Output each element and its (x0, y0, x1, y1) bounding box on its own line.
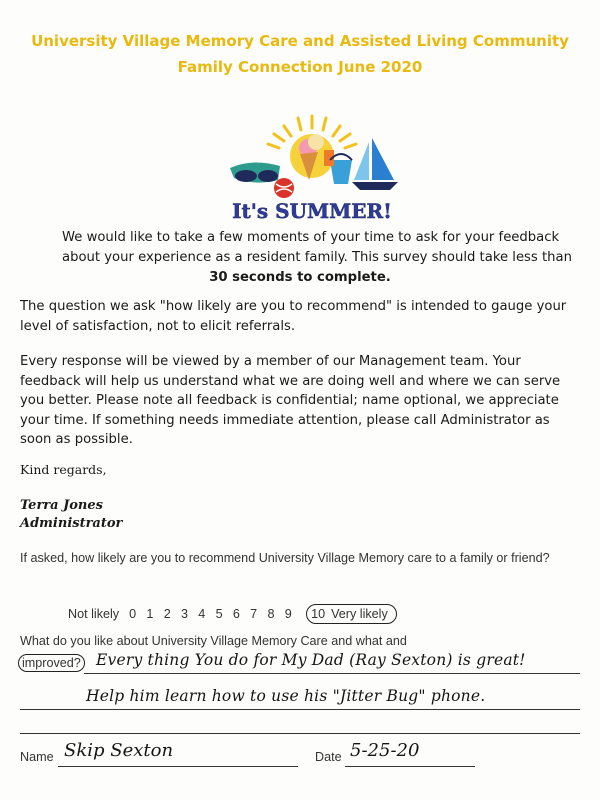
purpose-paragraph: The question we ask "how likely are you to recommend" is intended to gauge your level of satisfaction, not to elicit referrals. (20, 299, 567, 334)
answer-text-line-1[interactable]: Every thing You do for My Dad (Ray Sexton) is great! (96, 651, 526, 669)
intro-line-1: We would like to take a few moments of your time to ask for your feedback (62, 230, 560, 245)
scale-option-10: 10 (311, 607, 326, 621)
header-subtitle: Family Connection June 2020 (177, 58, 423, 76)
scale-option-6[interactable]: 6 (232, 607, 240, 621)
closing-regards: Kind regards, (20, 462, 107, 477)
date-field[interactable]: 5-25-20 (350, 740, 420, 761)
date-label: Date (315, 750, 342, 764)
scale-option-5[interactable]: 5 (215, 607, 223, 621)
scale-low-label: Not likely (68, 607, 120, 621)
date-rule (345, 766, 475, 767)
sailboat-icon (352, 138, 398, 190)
sunglasses-icon (230, 162, 280, 182)
header-title: University Village Memory Care and Assisted Living Community (31, 32, 569, 50)
scale-option-7[interactable]: 7 (250, 607, 258, 621)
scale-option-9[interactable]: 9 (284, 607, 292, 621)
intro-line-3: 30 seconds to complete. (209, 270, 391, 285)
banner-text: It's SUMMER! (232, 199, 392, 223)
improved-label: improved? (18, 654, 85, 672)
scale-option-3[interactable]: 3 (180, 607, 188, 621)
scale-option-0[interactable]: 0 (129, 607, 137, 621)
summer-clipart (212, 108, 412, 226)
ball-icon (274, 178, 294, 198)
scale-high-label: Very likely (331, 607, 388, 621)
answer-text-line-2[interactable]: Help him learn how to use his "Jitter Bug" phone. (86, 687, 486, 705)
name-label: Name (20, 750, 54, 764)
signature-title: Administrator (20, 516, 123, 531)
recommend-question: If asked, how likely are you to recommend University Village Memory care to a family or friend? (20, 551, 550, 565)
signature-name: Terra Jones (20, 498, 103, 513)
feedback-paragraph: Every response will be viewed by a member of our Management team. Your feedback will help us understand what we are doing well and where we can serve you better. Please note all feedback is confidential; name optional, we appreciate your time. If something needs immediate attention, please call Administrator as soon as possible. (20, 354, 561, 447)
scale-option-8[interactable]: 8 (267, 607, 275, 621)
scale-option-1[interactable]: 1 (146, 607, 154, 621)
answer-line-2-rule (20, 709, 580, 710)
likelihood-scale (68, 604, 397, 624)
scale-option-2[interactable]: 2 (163, 607, 171, 621)
answer-line-1-rule (84, 673, 580, 674)
answer-line-3-rule (20, 733, 580, 734)
intro-line-2: about your experience as a resident family. This survey should take less than (62, 250, 572, 265)
name-rule (58, 766, 298, 767)
name-field[interactable]: Skip Sexton (64, 740, 174, 761)
scale-selected-option[interactable] (306, 604, 397, 624)
like-question: What do you like about University Village Memory Care and what and (20, 634, 407, 648)
scale-option-4[interactable]: 4 (198, 607, 206, 621)
